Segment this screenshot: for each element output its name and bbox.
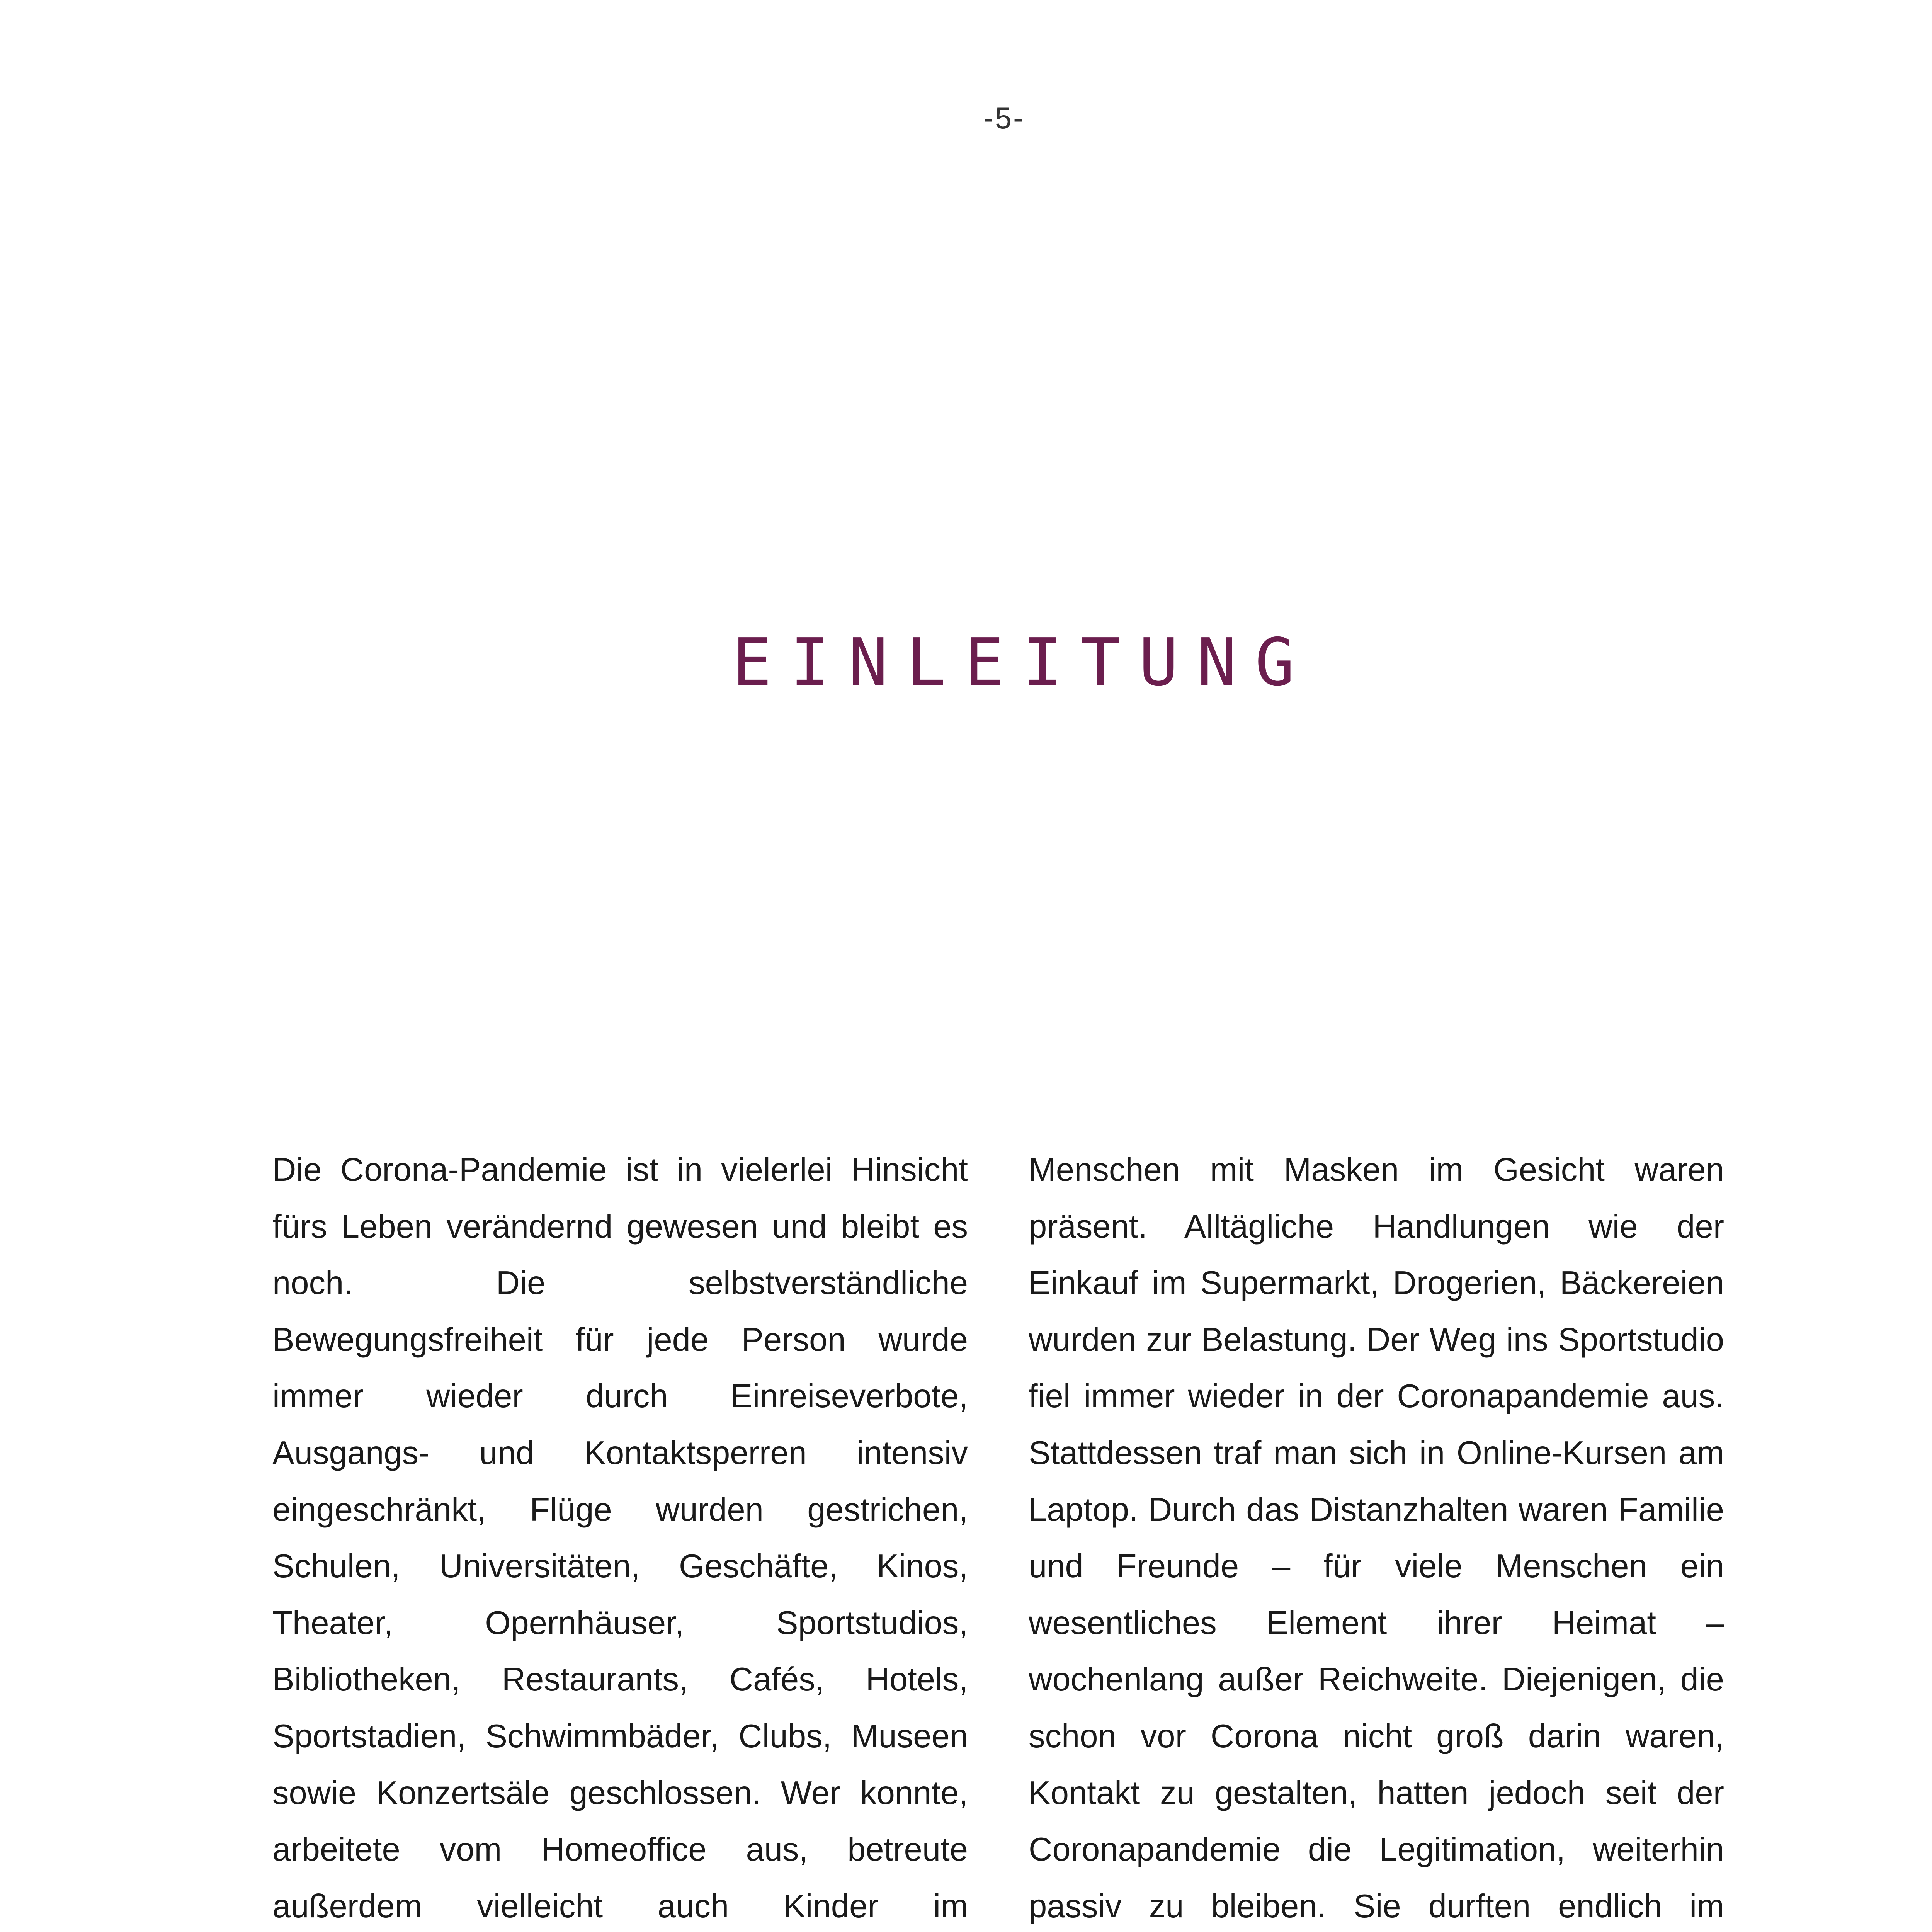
chapter-title: EINLEITUNG xyxy=(732,624,1313,701)
page-number: -5- xyxy=(983,101,1025,135)
paragraph: Die Corona-Pandemie ist in vielerlei Hinsicht fürs Leben verändernd gewesen und bleibt es noch. Die selbstverständliche Bewegungsfreiheit für jede Person wurde immer wieder durch Einreiseverbote, Ausgangs- und Kontaktsperren intensiv eingeschränkt, Flüge wurden gestrichen, Schulen, Universitäten, Geschäfte, Kinos, Theater, Opernhäuser, Sportstudios, Bibliotheken, Restaurants, Cafés, Hotels, Sportstadien, Schwimmbäder, Clubs, Museen sowie Konzertsäle geschlossen. Wer konnte, arbeitete vom Homeoffice aus, betreute außerdem vielleicht auch Kinder im xyxy=(272,1151,968,1925)
text-column-left xyxy=(272,1142,968,1932)
text-column-right xyxy=(1029,1142,1724,1932)
paragraph: Menschen mit Masken im Gesicht waren präsent. Alltägliche Handlungen wie der Einkauf im Supermarkt, Drogerien, Bäckereien wurden zur Belastung. Der Weg ins Sportstudio fiel immer wieder in der Coronapandemie aus. Stattdessen traf man sich in Online-Kursen am Laptop. Durch das Distanzhalten waren Familie und Freunde – für viele Menschen ein wesentliches Element ihrer Heimat – wochenlang außer Reichweite. Diejenigen, die schon vor Corona nicht groß darin waren, Kontakt zu gestalten, hatten jedoch seit der Coronapandemie die Legitimation, weiterhin passiv zu bleiben. Sie durften endlich im xyxy=(1029,1151,1724,1925)
